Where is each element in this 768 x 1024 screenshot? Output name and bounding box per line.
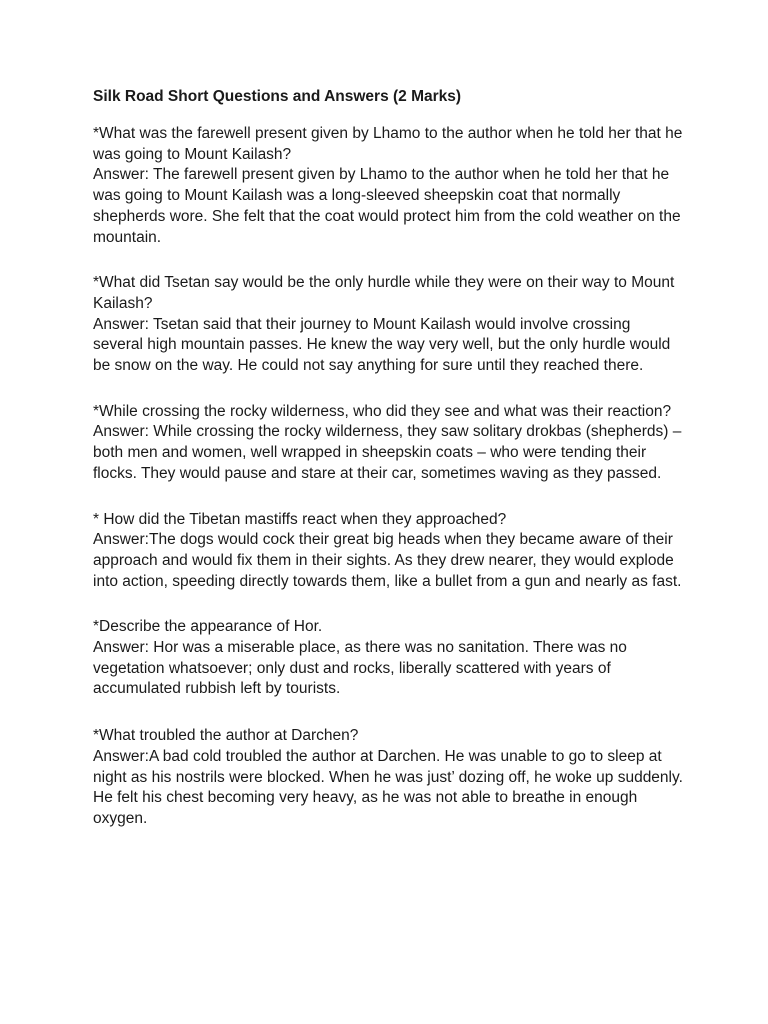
qa-item [93,402,683,485]
qa-item [93,510,683,593]
question-text: *What troubled the author at Darchen? [93,727,359,745]
answer-text: Answer: Hor was a miserable place, as there was no sanitation. There was no vegetation whatsoever; only dust and rocks, liberally scattered with years of accumulated rubbish left by tourists. [93,639,627,698]
qa-item [93,726,683,830]
answer-text: Answer: Tsetan said that their journey to Mount Kailash would involve crossing several high mountain passes. He knew the way very well, but the only hurdle would be snow on the way. He could not say anything for sure until they reached there. [93,315,671,375]
document-page [93,86,683,830]
question-text: * How did the Tibetan mastiffs react when they approached? [93,510,507,528]
answer-text: Answer: The farewell present given by Lhamo to the author when he told her that he was going to Mount Kailash was a long-sleeved sheepskin coat that normally shepherds wore. She felt that the coat would protect him from the cold weather on the mountain. [93,166,681,246]
answer-text: Answer:The dogs would cock their great big heads when they became aware of their approach and would fix them in their sights. As they drew nearer, they would explode into action, speeding directly towards them, like a bullet from a gun and nearly as fast. [93,531,682,590]
qa-item [93,124,683,248]
answer-text: Answer:A bad cold troubled the author at Darchen. He was unable to go to sleep at night as his nostrils were blocked. When he was just’ dozing off, he woke up suddenly. He felt his chest becoming very heavy, as he was not able to breathe in enough oxygen. [93,747,683,827]
qa-item [93,273,683,377]
answer-text: Answer: While crossing the rocky wilderness, they saw solitary drokbas (shepherds) – both men and women, well wrapped in sheepskin coats – who were tending their flocks. They would pause and stare at their car, sometimes waving as they passed. [93,423,682,482]
question-text: *Describe the appearance of Hor. [93,618,323,636]
question-text: *What did Tsetan say would be the only hurdle while they were on their way to Mount Kailash? [93,274,675,312]
qa-item [93,617,683,700]
question-text: *What was the farewell present given by Lhamo to the author when he told her that he was going to Mount Kailash? [93,125,683,163]
question-text: *While crossing the rocky wilderness, who did they see and what was their reaction? [93,402,672,420]
document-title: Silk Road Short Questions and Answers (2 Marks) [93,88,462,105]
